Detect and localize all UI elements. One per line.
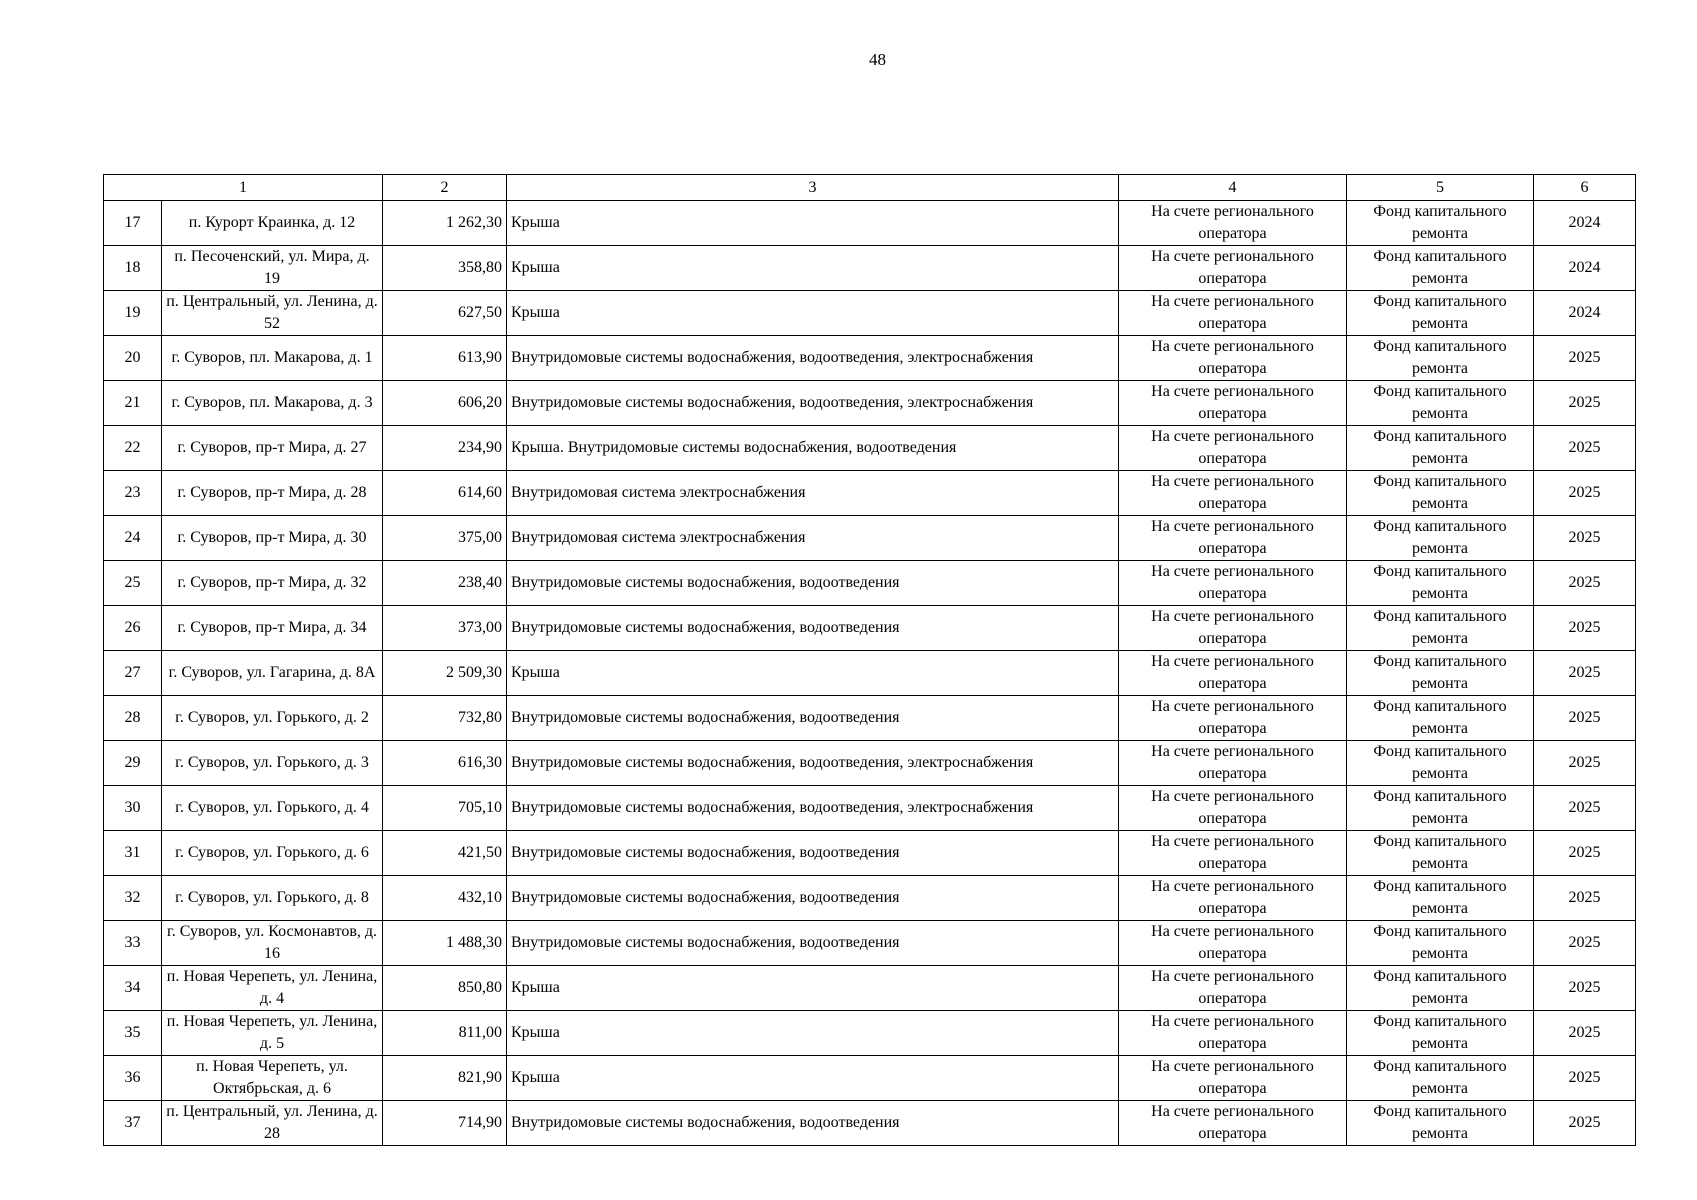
funding-source-cell: Фонд капитального ремонта bbox=[1347, 336, 1534, 381]
table-row bbox=[104, 516, 1636, 561]
address-cell: г. Суворов, пл. Макарова, д. 3 bbox=[162, 381, 383, 426]
year-cell: 2024 bbox=[1534, 291, 1636, 336]
year-cell: 2025 bbox=[1534, 516, 1636, 561]
row-number: 31 bbox=[104, 831, 162, 876]
table-row bbox=[104, 831, 1636, 876]
row-number: 28 bbox=[104, 696, 162, 741]
year-cell: 2025 bbox=[1534, 381, 1636, 426]
account-cell: На счете регионального оператора bbox=[1119, 876, 1347, 921]
year-cell: 2025 bbox=[1534, 651, 1636, 696]
work-type-cell: Внутридомовые системы водоснабжения, водоотведения, электроснабжения bbox=[507, 786, 1119, 831]
area-cell: 1 488,30 bbox=[383, 921, 507, 966]
area-cell: 821,90 bbox=[383, 1056, 507, 1101]
account-cell: На счете регионального оператора bbox=[1119, 471, 1347, 516]
area-cell: 614,60 bbox=[383, 471, 507, 516]
table-row bbox=[104, 471, 1636, 516]
year-cell: 2025 bbox=[1534, 786, 1636, 831]
address-cell: г. Суворов, пр-т Мира, д. 30 bbox=[162, 516, 383, 561]
funding-source-cell: Фонд капитального ремонта bbox=[1347, 201, 1534, 246]
address-cell: г. Суворов, ул. Горького, д. 2 bbox=[162, 696, 383, 741]
row-number: 20 bbox=[104, 336, 162, 381]
row-number: 27 bbox=[104, 651, 162, 696]
year-cell: 2025 bbox=[1534, 1011, 1636, 1056]
work-type-cell: Внутридомовые системы водоснабжения, водоотведения bbox=[507, 606, 1119, 651]
year-cell: 2025 bbox=[1534, 696, 1636, 741]
address-cell: п. Новая Черепеть, ул. Ленина, д. 4 bbox=[162, 966, 383, 1011]
year-cell: 2024 bbox=[1534, 246, 1636, 291]
account-cell: На счете регионального оператора bbox=[1119, 966, 1347, 1011]
area-cell: 2 509,30 bbox=[383, 651, 507, 696]
table-row bbox=[104, 876, 1636, 921]
account-cell: На счете регионального оператора bbox=[1119, 831, 1347, 876]
table-row bbox=[104, 246, 1636, 291]
funding-source-cell: Фонд капитального ремонта bbox=[1347, 741, 1534, 786]
table-row bbox=[104, 561, 1636, 606]
year-cell: 2025 bbox=[1534, 426, 1636, 471]
area-cell: 238,40 bbox=[383, 561, 507, 606]
funding-source-cell: Фонд капитального ремонта bbox=[1347, 831, 1534, 876]
year-cell: 2025 bbox=[1534, 606, 1636, 651]
address-cell: п. Центральный, ул. Ленина, д. 28 bbox=[162, 1101, 383, 1146]
row-number: 18 bbox=[104, 246, 162, 291]
table-row bbox=[104, 381, 1636, 426]
capital-repair-table bbox=[103, 174, 1636, 1146]
area-cell: 811,00 bbox=[383, 1011, 507, 1056]
row-number: 37 bbox=[104, 1101, 162, 1146]
address-cell: г. Суворов, ул. Космонавтов, д. 16 bbox=[162, 921, 383, 966]
address-cell: г. Суворов, ул. Горького, д. 4 bbox=[162, 786, 383, 831]
account-cell: На счете регионального оператора bbox=[1119, 741, 1347, 786]
row-number: 25 bbox=[104, 561, 162, 606]
table-row bbox=[104, 966, 1636, 1011]
account-cell: На счете регионального оператора bbox=[1119, 606, 1347, 651]
row-number: 23 bbox=[104, 471, 162, 516]
address-cell: г. Суворов, пл. Макарова, д. 1 bbox=[162, 336, 383, 381]
account-cell: На счете регионального оператора bbox=[1119, 921, 1347, 966]
year-cell: 2024 bbox=[1534, 201, 1636, 246]
row-number: 24 bbox=[104, 516, 162, 561]
work-type-cell: Внутридомовые системы водоснабжения, водоотведения, электроснабжения bbox=[507, 381, 1119, 426]
account-cell: На счете регионального оператора bbox=[1119, 381, 1347, 426]
row-number: 34 bbox=[104, 966, 162, 1011]
row-number: 36 bbox=[104, 1056, 162, 1101]
funding-source-cell: Фонд капитального ремонта bbox=[1347, 696, 1534, 741]
area-cell: 732,80 bbox=[383, 696, 507, 741]
year-cell: 2025 bbox=[1534, 966, 1636, 1011]
work-type-cell: Внутридомовая система электроснабжения bbox=[507, 471, 1119, 516]
funding-source-cell: Фонд капитального ремонта bbox=[1347, 426, 1534, 471]
row-number: 33 bbox=[104, 921, 162, 966]
funding-source-cell: Фонд капитального ремонта bbox=[1347, 606, 1534, 651]
row-number: 32 bbox=[104, 876, 162, 921]
address-cell: п. Центральный, ул. Ленина, д. 52 bbox=[162, 291, 383, 336]
column-header-6: 6 bbox=[1534, 175, 1636, 201]
work-type-cell: Крыша bbox=[507, 1056, 1119, 1101]
account-cell: На счете регионального оператора bbox=[1119, 291, 1347, 336]
table-row bbox=[104, 696, 1636, 741]
area-cell: 606,20 bbox=[383, 381, 507, 426]
table-row bbox=[104, 426, 1636, 471]
column-header-1: 1 bbox=[104, 175, 383, 201]
column-header-5: 5 bbox=[1347, 175, 1534, 201]
area-cell: 850,80 bbox=[383, 966, 507, 1011]
table-row bbox=[104, 201, 1636, 246]
funding-source-cell: Фонд капитального ремонта bbox=[1347, 876, 1534, 921]
funding-source-cell: Фонд капитального ремонта bbox=[1347, 1056, 1534, 1101]
page-number: 48 bbox=[869, 50, 886, 69]
year-cell: 2025 bbox=[1534, 471, 1636, 516]
funding-source-cell: Фонд капитального ремонта bbox=[1347, 786, 1534, 831]
work-type-cell: Крыша bbox=[507, 651, 1119, 696]
row-number: 29 bbox=[104, 741, 162, 786]
account-cell: На счете регионального оператора bbox=[1119, 426, 1347, 471]
area-cell: 705,10 bbox=[383, 786, 507, 831]
row-number: 21 bbox=[104, 381, 162, 426]
row-number: 30 bbox=[104, 786, 162, 831]
work-type-cell: Крыша. Внутридомовые системы водоснабжения, водоотведения bbox=[507, 426, 1119, 471]
address-cell: г. Суворов, ул. Горького, д. 6 bbox=[162, 831, 383, 876]
address-cell: п. Курорт Краинка, д. 12 bbox=[162, 201, 383, 246]
table-row bbox=[104, 1056, 1636, 1101]
year-cell: 2025 bbox=[1534, 561, 1636, 606]
area-cell: 234,90 bbox=[383, 426, 507, 471]
account-cell: На счете регионального оператора bbox=[1119, 201, 1347, 246]
address-cell: п. Новая Черепеть, ул. Октябрьская, д. 6 bbox=[162, 1056, 383, 1101]
row-number: 26 bbox=[104, 606, 162, 651]
account-cell: На счете регионального оператора bbox=[1119, 561, 1347, 606]
work-type-cell: Внутридомовые системы водоснабжения, водоотведения, электроснабжения bbox=[507, 741, 1119, 786]
funding-source-cell: Фонд капитального ремонта bbox=[1347, 1101, 1534, 1146]
address-cell: г. Суворов, пр-т Мира, д. 28 bbox=[162, 471, 383, 516]
table-header-row bbox=[104, 175, 1636, 201]
column-header-3: 3 bbox=[507, 175, 1119, 201]
area-cell: 432,10 bbox=[383, 876, 507, 921]
table-row bbox=[104, 786, 1636, 831]
column-header-2: 2 bbox=[383, 175, 507, 201]
area-cell: 358,80 bbox=[383, 246, 507, 291]
address-cell: г. Суворов, ул. Гагарина, д. 8А bbox=[162, 651, 383, 696]
table-row bbox=[104, 651, 1636, 696]
address-cell: п. Песоченский, ул. Мира, д. 19 bbox=[162, 246, 383, 291]
funding-source-cell: Фонд капитального ремонта bbox=[1347, 1011, 1534, 1056]
row-number: 19 bbox=[104, 291, 162, 336]
year-cell: 2025 bbox=[1534, 921, 1636, 966]
area-cell: 421,50 bbox=[383, 831, 507, 876]
work-type-cell: Внутридомовые системы водоснабжения, водоотведения bbox=[507, 831, 1119, 876]
work-type-cell: Крыша bbox=[507, 291, 1119, 336]
row-number: 17 bbox=[104, 201, 162, 246]
address-cell: г. Суворов, ул. Горького, д. 8 bbox=[162, 876, 383, 921]
work-type-cell: Крыша bbox=[507, 246, 1119, 291]
row-number: 22 bbox=[104, 426, 162, 471]
table-row bbox=[104, 921, 1636, 966]
row-number: 35 bbox=[104, 1011, 162, 1056]
area-cell: 1 262,30 bbox=[383, 201, 507, 246]
account-cell: На счете регионального оператора bbox=[1119, 1056, 1347, 1101]
work-type-cell: Внутридомовые системы водоснабжения, водоотведения bbox=[507, 1101, 1119, 1146]
table-row bbox=[104, 291, 1636, 336]
funding-source-cell: Фонд капитального ремонта bbox=[1347, 471, 1534, 516]
funding-source-cell: Фонд капитального ремонта bbox=[1347, 291, 1534, 336]
address-cell: г. Суворов, пр-т Мира, д. 34 bbox=[162, 606, 383, 651]
area-cell: 714,90 bbox=[383, 1101, 507, 1146]
year-cell: 2025 bbox=[1534, 1101, 1636, 1146]
funding-source-cell: Фонд капитального ремонта bbox=[1347, 246, 1534, 291]
funding-source-cell: Фонд капитального ремонта bbox=[1347, 381, 1534, 426]
table-row bbox=[104, 741, 1636, 786]
address-cell: г. Суворов, пр-т Мира, д. 32 bbox=[162, 561, 383, 606]
funding-source-cell: Фонд капитального ремонта bbox=[1347, 966, 1534, 1011]
table-body bbox=[104, 201, 1636, 1146]
funding-source-cell: Фонд капитального ремонта bbox=[1347, 561, 1534, 606]
year-cell: 2025 bbox=[1534, 1056, 1636, 1101]
account-cell: На счете регионального оператора bbox=[1119, 516, 1347, 561]
work-type-cell: Внутридомовая система электроснабжения bbox=[507, 516, 1119, 561]
work-type-cell: Внутридомовые системы водоснабжения, водоотведения bbox=[507, 876, 1119, 921]
funding-source-cell: Фонд капитального ремонта bbox=[1347, 651, 1534, 696]
work-type-cell: Крыша bbox=[507, 966, 1119, 1011]
account-cell: На счете регионального оператора bbox=[1119, 336, 1347, 381]
account-cell: На счете регионального оператора bbox=[1119, 786, 1347, 831]
account-cell: На счете регионального оператора bbox=[1119, 1101, 1347, 1146]
address-cell: п. Новая Черепеть, ул. Ленина, д. 5 bbox=[162, 1011, 383, 1056]
account-cell: На счете регионального оператора bbox=[1119, 246, 1347, 291]
work-type-cell: Внутридомовые системы водоснабжения, водоотведения, электроснабжения bbox=[507, 336, 1119, 381]
funding-source-cell: Фонд капитального ремонта bbox=[1347, 921, 1534, 966]
year-cell: 2025 bbox=[1534, 336, 1636, 381]
work-type-cell: Крыша bbox=[507, 201, 1119, 246]
year-cell: 2025 bbox=[1534, 741, 1636, 786]
funding-source-cell: Фонд капитального ремонта bbox=[1347, 516, 1534, 561]
area-cell: 627,50 bbox=[383, 291, 507, 336]
address-cell: г. Суворов, ул. Горького, д. 3 bbox=[162, 741, 383, 786]
work-type-cell: Внутридомовые системы водоснабжения, водоотведения bbox=[507, 921, 1119, 966]
table-row bbox=[104, 1101, 1636, 1146]
account-cell: На счете регионального оператора bbox=[1119, 651, 1347, 696]
address-cell: г. Суворов, пр-т Мира, д. 27 bbox=[162, 426, 383, 471]
area-cell: 373,00 bbox=[383, 606, 507, 651]
area-cell: 613,90 bbox=[383, 336, 507, 381]
table-row bbox=[104, 336, 1636, 381]
work-type-cell: Внутридомовые системы водоснабжения, водоотведения bbox=[507, 696, 1119, 741]
year-cell: 2025 bbox=[1534, 831, 1636, 876]
column-header-4: 4 bbox=[1119, 175, 1347, 201]
account-cell: На счете регионального оператора bbox=[1119, 696, 1347, 741]
table-row bbox=[104, 1011, 1636, 1056]
account-cell: На счете регионального оператора bbox=[1119, 1011, 1347, 1056]
table-row bbox=[104, 606, 1636, 651]
area-cell: 616,30 bbox=[383, 741, 507, 786]
area-cell: 375,00 bbox=[383, 516, 507, 561]
year-cell: 2025 bbox=[1534, 876, 1636, 921]
work-type-cell: Крыша bbox=[507, 1011, 1119, 1056]
work-type-cell: Внутридомовые системы водоснабжения, водоотведения bbox=[507, 561, 1119, 606]
